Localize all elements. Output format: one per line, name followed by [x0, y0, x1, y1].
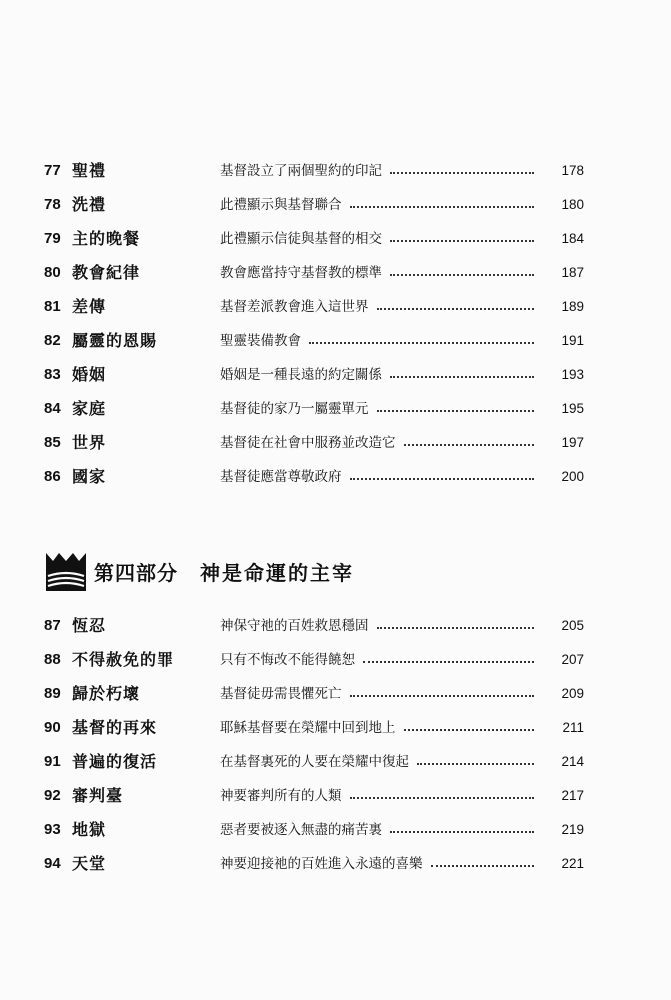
- chapter-description: 婚姻是一種長遠的約定關係: [220, 358, 540, 392]
- chapter-title: 婚姻: [72, 365, 107, 384]
- part-title: 神是命運的主宰: [200, 560, 354, 585]
- toc-entry-84[interactable]: [44, 392, 584, 426]
- toc-section-a: [44, 154, 584, 494]
- dot-leader: [390, 274, 534, 276]
- dot-leader: [404, 444, 535, 446]
- page-number: 207: [561, 652, 584, 667]
- toc-entry-93[interactable]: [44, 813, 584, 847]
- chapter-title: 聖禮: [72, 161, 107, 180]
- dot-leader: [350, 478, 535, 480]
- dot-leader: [390, 240, 534, 242]
- page-number: 178: [561, 163, 584, 178]
- chapter-number: 79: [44, 230, 61, 247]
- chapter-description: 神保守祂的百姓救恩穩固: [220, 609, 540, 643]
- page-number: 197: [561, 435, 584, 450]
- chapter-description: 基督徒毋需畏懼死亡: [220, 677, 540, 711]
- page-number: 217: [561, 788, 584, 803]
- chapter-title: 恆忍: [72, 616, 107, 635]
- toc-entry-77[interactable]: [44, 154, 584, 188]
- toc-entry-81[interactable]: [44, 290, 584, 324]
- chapter-title: 家庭: [72, 399, 107, 418]
- chapter-number: 80: [44, 264, 61, 281]
- chapter-description: 惡者要被逐入無盡的痛苦裏: [220, 813, 540, 847]
- toc-entry-90[interactable]: [44, 711, 584, 745]
- toc-entry-83[interactable]: [44, 358, 584, 392]
- toc-entry-80[interactable]: [44, 256, 584, 290]
- chapter-description: 基督設立了兩個聖約的印記: [220, 154, 540, 188]
- toc-entry-94[interactable]: [44, 847, 584, 881]
- toc-entry-78[interactable]: [44, 188, 584, 222]
- chapter-title: 不得赦免的罪: [72, 650, 175, 669]
- page-number: 189: [561, 299, 584, 314]
- dot-leader: [390, 831, 534, 833]
- page-number: 209: [561, 686, 584, 701]
- dot-leader: [417, 763, 534, 765]
- page-number: 219: [561, 822, 584, 837]
- page-number: 187: [561, 265, 584, 280]
- chapter-description: 基督徒的家乃一屬靈單元: [220, 392, 540, 426]
- chapter-number: 94: [44, 855, 61, 872]
- chapter-description: 此禮顯示信徒與基督的相交: [220, 222, 540, 256]
- chapter-title: 基督的再來: [72, 718, 158, 737]
- chapter-title: 天堂: [72, 854, 107, 873]
- page-number: 214: [561, 754, 584, 769]
- toc-entry-92[interactable]: [44, 779, 584, 813]
- toc-entry-86[interactable]: [44, 460, 584, 494]
- toc-entry-91[interactable]: [44, 745, 584, 779]
- part-heading: [44, 548, 354, 594]
- chapter-number: 93: [44, 821, 61, 838]
- chapter-description: 只有不悔改不能得饒恕: [220, 643, 540, 677]
- dot-leader: [350, 695, 535, 697]
- chapter-number: 83: [44, 366, 61, 383]
- chapter-number: 77: [44, 162, 61, 179]
- chapter-description: 神要審判所有的人類: [220, 779, 540, 813]
- page-number: 180: [561, 197, 584, 212]
- chapter-title: 教會紀律: [72, 263, 141, 282]
- dot-leader: [404, 729, 535, 731]
- chapter-description: 此禮顯示與基督聯合: [220, 188, 540, 222]
- dot-leader: [377, 627, 535, 629]
- chapter-description: 基督徒在社會中服務並改造它: [220, 426, 540, 460]
- dot-leader: [309, 342, 534, 344]
- chapter-description: 在基督裏死的人要在榮耀中復起: [220, 745, 540, 779]
- page-number: 200: [561, 469, 584, 484]
- dot-leader: [390, 172, 534, 174]
- toc-entry-89[interactable]: [44, 677, 584, 711]
- chapter-number: 88: [44, 651, 61, 668]
- chapter-number: 78: [44, 196, 61, 213]
- part-label: 第四部分: [94, 560, 178, 585]
- chapter-number: 81: [44, 298, 61, 315]
- chapter-number: 87: [44, 617, 61, 634]
- dot-leader: [350, 797, 535, 799]
- chapter-number: 90: [44, 719, 61, 736]
- chapter-title: 洗禮: [72, 195, 107, 214]
- chapter-title: 審判臺: [72, 786, 124, 805]
- toc-entry-85[interactable]: [44, 426, 584, 460]
- page-number: 191: [561, 333, 584, 348]
- chapter-number: 84: [44, 400, 61, 417]
- chapter-title: 屬靈的恩賜: [72, 331, 158, 350]
- toc-entry-87[interactable]: [44, 609, 584, 643]
- chapter-description: 教會應當持守基督教的標準: [220, 256, 540, 290]
- dot-leader: [390, 376, 534, 378]
- chapter-number: 92: [44, 787, 61, 804]
- page-number: 193: [561, 367, 584, 382]
- chapter-title: 世界: [72, 433, 107, 452]
- chapter-number: 82: [44, 332, 61, 349]
- toc-entry-79[interactable]: [44, 222, 584, 256]
- chapter-description: 基督徒應當尊敬政府: [220, 460, 540, 494]
- chapter-number: 91: [44, 753, 61, 770]
- toc-section-b: [44, 609, 584, 881]
- chapter-description: 神要迎接祂的百姓進入永遠的喜樂: [220, 847, 540, 881]
- toc-entry-88[interactable]: [44, 643, 584, 677]
- page-number: 195: [561, 401, 584, 416]
- dot-leader: [350, 206, 535, 208]
- chapter-title: 國家: [72, 467, 107, 486]
- chapter-title: 地獄: [72, 820, 107, 839]
- chapter-description: 聖靈裝備教會: [220, 324, 540, 358]
- dot-leader: [363, 661, 534, 663]
- page-number: 221: [561, 856, 584, 871]
- chapter-number: 89: [44, 685, 61, 702]
- chapter-description: 基督差派教會進入這世界: [220, 290, 540, 324]
- page-number: 211: [562, 720, 584, 735]
- chapter-description: 耶穌基督要在榮耀中回到地上: [220, 711, 540, 745]
- crown-over-waves-icon: [44, 549, 88, 593]
- dot-leader: [377, 410, 535, 412]
- dot-leader: [377, 308, 535, 310]
- page-number: 184: [561, 231, 584, 246]
- chapter-title: 差傳: [72, 297, 107, 316]
- chapter-title: 普遍的復活: [72, 752, 158, 771]
- chapter-number: 85: [44, 434, 61, 451]
- page-number: 205: [561, 618, 584, 633]
- chapter-title: 歸於朽壞: [72, 684, 141, 703]
- chapter-title: 主的晚餐: [72, 229, 141, 248]
- chapter-number: 86: [44, 468, 61, 485]
- dot-leader: [431, 865, 535, 867]
- toc-entry-82[interactable]: [44, 324, 584, 358]
